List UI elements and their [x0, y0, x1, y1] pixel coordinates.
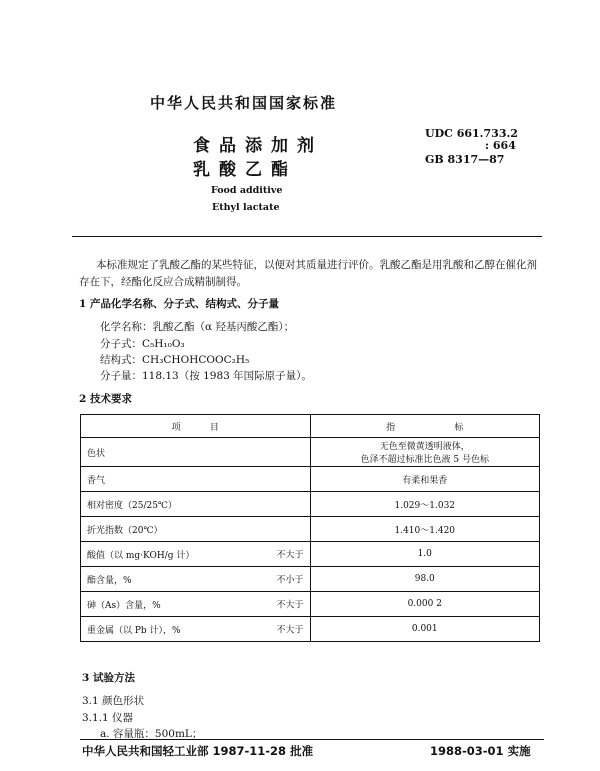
row-name: 香气: [81, 467, 311, 492]
table-row: [81, 467, 540, 492]
udc-number-cont: : 664: [485, 139, 516, 152]
row-value: [310, 438, 540, 467]
row-limit: 不小于: [276, 575, 304, 586]
approval-date: 中华人民共和国轻工业部 1987-11-28 批准: [82, 744, 314, 758]
apparatus-item-a: a. 容量瓶：500mL；: [100, 728, 203, 740]
specification-table: [80, 414, 540, 642]
section-2-heading: 2 技术要求: [79, 393, 132, 405]
section-3-heading: 3 试验方法: [82, 672, 135, 684]
row-value: 98.0: [310, 567, 540, 592]
row-value: 1.029～1.032: [310, 492, 540, 517]
table-row: [81, 517, 540, 542]
national-standard-heading: 中华人民共和国国家标准: [150, 94, 338, 112]
row-value-line-1: 无色至微黄透明液体，: [379, 442, 470, 452]
english-title-2: Ethyl lactate: [212, 202, 280, 213]
subsection-3-1: 3.1 颜色形状: [82, 695, 145, 707]
table-header-row: [81, 415, 540, 438]
footer-divider: [80, 739, 544, 740]
section-1-heading: 1 产品化学名称、分子式、结构式、分子量: [79, 298, 279, 310]
chemical-name: 化学名称：乳酸乙酯（α 羟基丙酸乙酯）；: [100, 321, 295, 333]
table-row: [81, 592, 540, 617]
header-spec-char-2: 标: [454, 422, 464, 433]
gb-number: GB 8317—87: [425, 153, 505, 166]
row-value: 0.000 2: [310, 592, 540, 617]
title-line-2: 乳酸乙酯: [193, 160, 297, 180]
row-name: 酯含量，% 不小于: [81, 567, 311, 592]
row-name: 酸值（以 mg·KOH/g 计） 不大于: [81, 542, 311, 567]
header-divider: [72, 236, 542, 237]
table-row: [81, 438, 540, 467]
table-row: [81, 492, 540, 517]
row-value: 1.410～1.420: [310, 517, 540, 542]
row-value: 0.001: [310, 617, 540, 642]
row-value: 有柔和果香: [310, 467, 540, 492]
molecular-weight: 分子量：118.13（按 1983 年国际原子量）。: [100, 370, 312, 382]
row-name: 折光指数（20℃）: [81, 517, 311, 542]
row-name: 色状: [81, 438, 311, 467]
table-row: [81, 542, 540, 567]
formula-label: 分子式：: [100, 338, 142, 350]
title-line-1: 食品添加剂: [193, 136, 323, 156]
row-limit: 不大于: [276, 600, 304, 611]
effective-date: 1988-03-01 实施: [430, 744, 531, 758]
formula-value: C₅H₁₀O₃: [142, 338, 185, 350]
intro-line-2: 存在下，经酯化反应合成精制制得。: [79, 276, 247, 288]
structure-label: 结构式：: [100, 354, 142, 366]
subsection-3-1-1: 3.1.1 仪器: [82, 712, 134, 724]
column-header-spec: [310, 415, 540, 438]
row-name: 砷（As）含量，% 不大于: [81, 592, 311, 617]
structural-formula: [100, 352, 249, 367]
udc-number: UDC 661.733.2: [425, 127, 518, 140]
header-spec-char-1: 指: [386, 422, 396, 433]
row-value-line-2: 色泽不超过标准比色液 5 号色标: [360, 455, 489, 465]
english-title-1: Food additive: [211, 185, 283, 196]
table-row: [81, 617, 540, 642]
structure-value: CH₃CHOHCOOC₂H₅: [142, 354, 250, 366]
header-item-char-1: 项: [171, 422, 181, 433]
row-limit: 不大于: [276, 625, 304, 636]
row-value: 1.0: [310, 542, 540, 567]
header-item-char-2: 目: [209, 422, 219, 433]
column-header-item: [81, 415, 311, 438]
row-name: 重金属（以 Pb 计），% 不大于: [81, 617, 311, 642]
molecular-formula: [100, 336, 185, 351]
row-name: 相对密度（25/25℃）: [81, 492, 311, 517]
table-row: [81, 567, 540, 592]
intro-line-1: 本标准规定了乳酸乙酯的某些特征，以便对其质量进行评价。乳酸乙酯是用乳酸和乙醇在催化剂: [96, 259, 537, 271]
row-limit: 不大于: [276, 550, 304, 561]
